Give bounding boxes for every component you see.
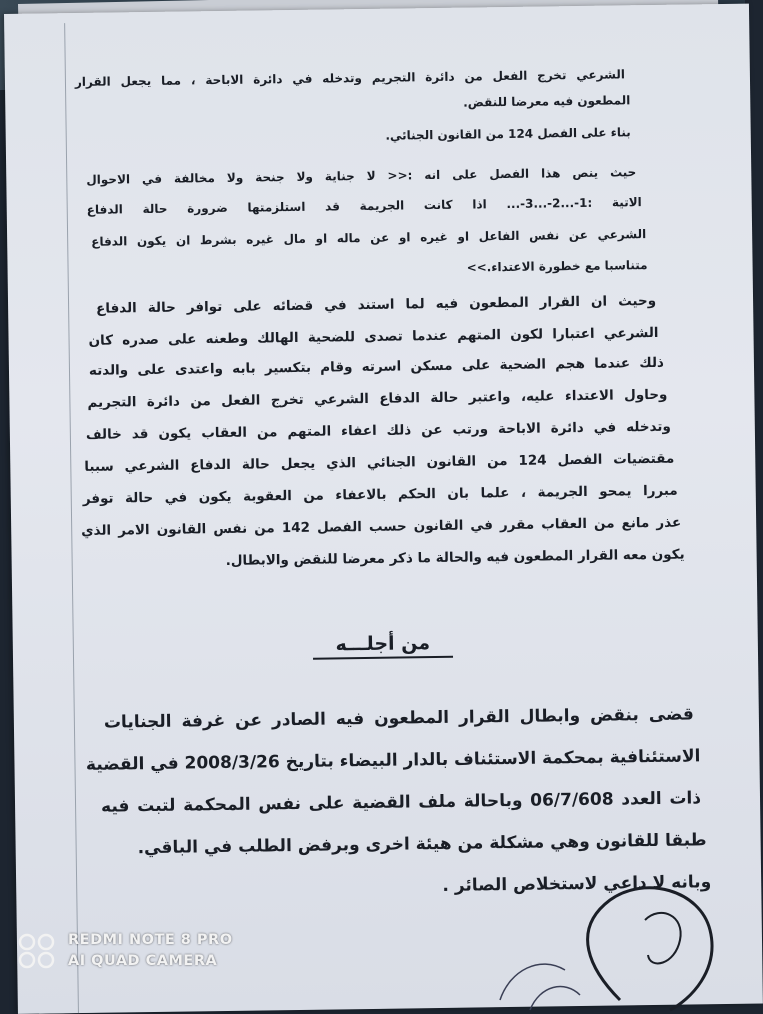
- body-line: وحاول الاعتداء عليه، واعتبر حالة الدفاع الشرعي تخرج الفعل من دائرة التجريم: [87, 386, 668, 411]
- verdict-line: وبانه لا داعي لاستخلاص الصائر .: [442, 872, 712, 896]
- body-line: الاتية :1-...2-...3-... اذا كانت الجريمة قد استلزمتها ضرورة حالة الدفاع: [86, 195, 642, 217]
- body-line: مبررا يمحو الجريمة ، علما بان الحكم بالاعفاء من العقوبة يكون في حالة توفر: [82, 482, 678, 507]
- court-stamp-signature: [470, 860, 730, 1010]
- body-line: حيث ينص هذا الفصل على انه :<< لا جناية ولا جنحة ولا مخالفة في الاحوال: [86, 165, 637, 187]
- body-line: المطعون فيه معرضا للنقض.: [463, 93, 631, 110]
- camera-watermark: [18, 930, 233, 972]
- body-line: وتدخله في دائرة الاباحة ورتب عن ذلك اعفاء المتهم من العقاب يكون قد خالف: [85, 418, 671, 443]
- body-line: وحيث ان القرار المطعون فيه لما استند في قضائه على توافر حالة الدفاع: [96, 292, 657, 317]
- body-line: عذر مانع من العقاب مقرر في القانون حسب الفصل 142 من نفس القانون الامر الذي: [81, 514, 682, 539]
- body-line: مقتضيات الفصل 124 من القانون الجنائي الذي يجعل حالة الدفاع الشرعي سببا: [84, 450, 675, 475]
- page-margin-line: [64, 23, 79, 1013]
- body-line: الشرعي عن نفس الفاعل او غيره او عن ماله او مال غيره بشرط ان يكون الدفاع: [91, 227, 647, 249]
- watermark-model: REDMI NOTE 8 PRO: [68, 932, 233, 948]
- verdict-line: قضى بنقض وابطال القرار المطعون فيه الصادر عن غرفة الجنايات: [103, 704, 694, 733]
- body-line: الشرعي تخرج الفعل من دائرة التجريم وتدخله في دائرة الاباحة ، مما يجعل القرار: [74, 67, 626, 90]
- watermark-camera: AI QUAD CAMERA: [68, 953, 218, 969]
- verdict-line: طبقا للقانون وهي مشكلة من هيئة اخرى وبرفض الطلب في الباقي.: [137, 830, 707, 859]
- body-line: ذلك عندما هجم الضحية على مسكن اسرته وقام بتكسير بابه واعتدى على والدته: [88, 354, 665, 379]
- camera-lens-icon: [18, 933, 58, 969]
- verdict-line: ذات العدد 06/7/608 وباحالة ملف القضية على نفس المحكمة لتبت فيه: [100, 788, 702, 817]
- body-line: الشرعي اعتبارا لكون المتهم عندما تصدى للضحية الهالك وطعنه على صدره كان: [88, 324, 659, 349]
- body-line: يكون معه القرار المطعون فيه والحالة ما ذكر معرضا للنقض والابطال.: [225, 546, 685, 569]
- section-heading: من أجلـــه: [313, 632, 453, 660]
- body-line: بناء على الفصل 124 من القانون الجنائي.: [385, 125, 631, 143]
- body-line: متناسبا مع خطورة الاعتداء.>>: [466, 258, 648, 275]
- verdict-line: الاستئنافية بمحكمة الاستئناف بالدار البيضاء بتاريخ 2008/3/26 في القضية: [85, 746, 701, 775]
